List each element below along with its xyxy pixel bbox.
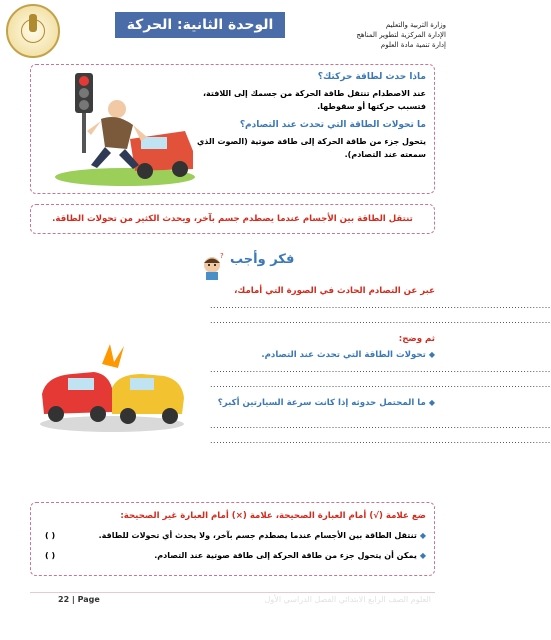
ministry-info (306, 20, 446, 50)
answer-2: يتحول جزء من طاقة الحركة إلى طاقة صوتية (الصوت الذي سمعته عند التصادم). (196, 137, 426, 159)
think-questions (210, 284, 551, 448)
traffic-light-collision-illustration (35, 69, 195, 189)
question-2: ما تحولات الطاقة التي تحدث عند التصادم؟ (239, 120, 426, 130)
answer-line: ................................................................................................................ (210, 380, 551, 389)
true-false-section (30, 502, 435, 576)
ministry-line: وزارة التربية والتعليم (385, 21, 446, 29)
think-and-answer-heading: فكر وأجب (230, 252, 295, 267)
bullet-icon: ◆ (419, 551, 426, 560)
explain-item-2: ◆ما المحتمل حدوثه إذا كانت سرعة السيارتين أكبر؟ (217, 398, 435, 408)
two-cars-collision-illustration (32, 324, 192, 444)
answer-line: ................................................................................................................ (210, 436, 551, 445)
bullet-icon: ◆ (419, 531, 426, 540)
answer-1: عند الاصطدام تنتقل طاقة الحركة من جسمك إلى اللافتة، فتسبب حركتها أو سقوطها. (202, 89, 426, 111)
bullet-icon: ◆ (428, 350, 435, 359)
statement-1: ◆تنتقل الطاقة بين الأجسام عندما يصطدم جسم بآخر، ولا يحدث أي تحولات للطاقة. (98, 531, 426, 540)
explain-label: ثم وضح: (398, 334, 435, 344)
page-header (0, 0, 452, 62)
answer-box-2[interactable]: ( ) (45, 551, 56, 560)
ministry-line: إدارة تنمية مادة العلوم (380, 41, 446, 49)
question-1: ماذا حدث لطاقة حركتك؟ (317, 72, 426, 82)
summary-statement: تنتقل الطاقة بين الأجسام عندما يصطدم جسم بآخر، ويحدث الكثير من تحولات الطاقة. (30, 204, 435, 234)
thinking-boy-icon (198, 252, 226, 280)
describe-prompt: عبر عن التصادم الحادث في الصورة التي أمامك، (234, 286, 435, 296)
ministry-logo (6, 4, 60, 58)
statement-2: ◆يمكن أن يتحول جزء من طاقة الحركة إلى طاقة صوتية عند التصادم. (154, 551, 426, 560)
true-false-instruction: ضع علامة (√) أمام العبارة الصحيحة، علامة (×) أمام العبارة غير الصحيحة: (120, 511, 426, 521)
answer-box-1[interactable]: ( ) (45, 531, 56, 540)
bullet-icon: ◆ (428, 398, 435, 407)
ministry-line: الإدارة المركزية لتطوير المناهج (356, 31, 446, 39)
answer-line: ................................................................................................................ (210, 301, 551, 310)
answer-line: ................................................................................................................ (210, 365, 551, 374)
answer-line: ................................................................................................................ (210, 316, 551, 325)
page-footer (30, 592, 435, 608)
unit-title: الوحدة الثانية: الحركة (115, 12, 285, 38)
energy-question-section (30, 64, 435, 194)
think-answer-section (30, 284, 551, 496)
footer-course-text: العلوم الصف الرابع الابتدائي الفصل الدراسي الأول (264, 595, 431, 604)
explain-item-1: ◆تحولات الطاقة التي تحدث عند التصادم. (261, 350, 435, 360)
page-number: 22 | Page (58, 595, 100, 604)
question-answers (194, 71, 426, 161)
answer-line: ................................................................................................................ (210, 421, 551, 430)
svg-text:?: ? (220, 252, 224, 260)
